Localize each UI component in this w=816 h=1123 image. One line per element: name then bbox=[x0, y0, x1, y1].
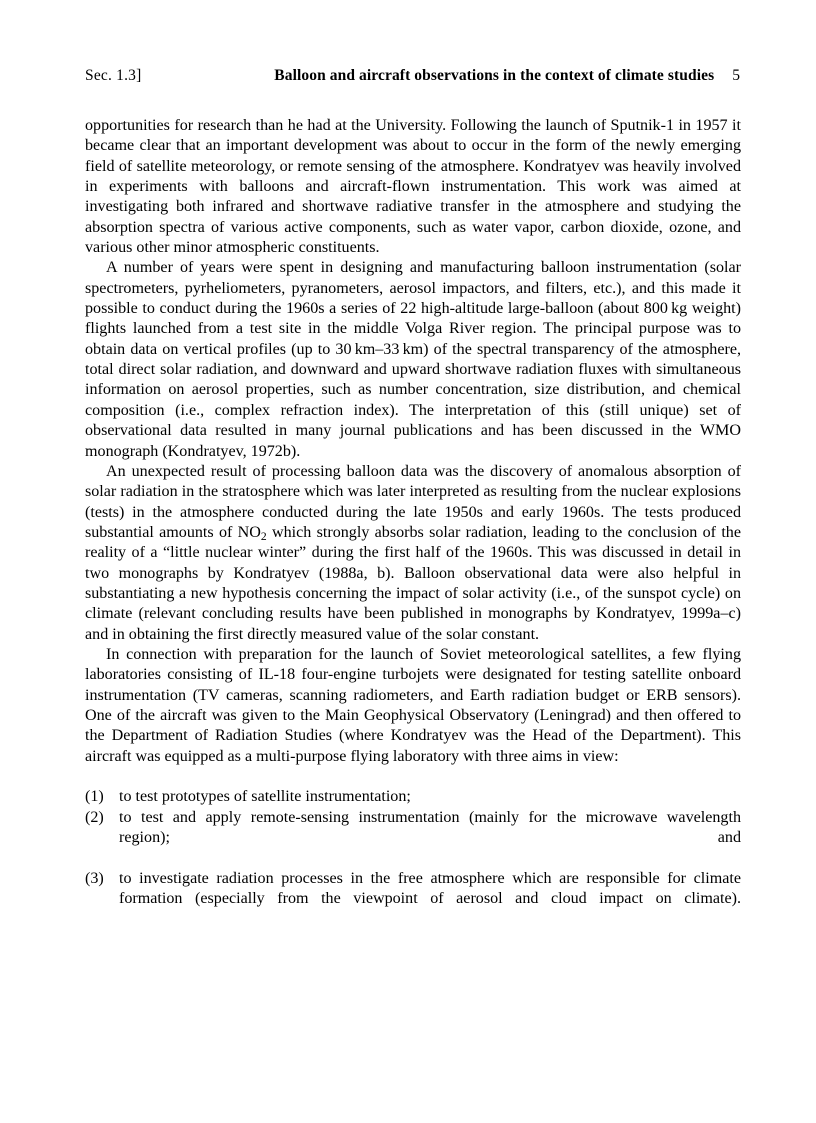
list-item-text: to investigate radiation processes in the free atmosphere which are responsible for climate formation (especially from the viewpoint of aerosol and cloud impact on climate). bbox=[119, 869, 741, 908]
no2-subscript: 2 bbox=[260, 529, 267, 543]
paragraph-2 bbox=[85, 258, 741, 461]
paragraph-2-part-2: kg weight) flights launched from a test site in the middle Volga River region. The principal purpose was to obtain data on vertical profiles (up to 30 bbox=[85, 300, 742, 358]
body-text-column bbox=[85, 116, 741, 930]
paragraph-3-text-before-subscript: An unexpected result of processing balloon data was the discovery of anomalous absorption of solar radiation in the stratosphere which was later interpreted as resulting from the nuclear explosions (tests) in the atmosphere conducted during the late 1950s and early 1960s. The tests produced substantial amounts of NO bbox=[85, 462, 741, 541]
list-item-text: to test and apply remote-sensing instrumentation (mainly for the microwave wavelength region); and bbox=[119, 808, 741, 847]
list-item bbox=[85, 869, 741, 930]
running-head-section-label: Sec. 1.3] bbox=[85, 67, 142, 84]
paragraph-1: opportunities for research than he had at the University. Following the launch of Sputnik-1 in 1957 it became clear that an important development was about to occur in the form of the newly emerging field of satellite meteorology, or remote sensing of the atmosphere. Kondratyev was heavily involved in experiments with balloons and aircraft-flown instrumentation. This work was aimed at investigating both infrared and shortwave radiative transfer in the atmosphere and studying the absorption spectra of various active components, such as water vapor, carbon dioxide, ozone, and various other minor atmospheric constituents. bbox=[85, 117, 741, 257]
list-item-marker: (2) bbox=[85, 808, 104, 826]
paragraph-4: In connection with preparation for the launch of Soviet meteorological satellites, a few flying laboratories consisting of IL-18 four-engine turbojets were designated for testing satellite onboard instrumentation (TV cameras, scanning radiometers, and Earth radiation budget or ERB sensors). One of the aircraft was given to the Main Geophysical Observatory (Leningrad) and then offered to the Department of Radiation Studies (where Kondratyev was the Head of the Department). This aircraft was equipped as a multi-purpose flying laboratory with three aims in view: bbox=[85, 645, 741, 765]
paragraph-2-part-1: A number of years were spent in designing and manufacturing balloon instrumentation (solar spectrometers, pyrheliometers, pyranometers, aerosol impactors, and filters, etc.), and this made it possible to conduct during the 1960s a series of 22 high-altitude large-balloon (about 800 bbox=[85, 259, 741, 318]
paragraph-3 bbox=[85, 462, 741, 645]
list-item-marker: (1) bbox=[85, 788, 104, 806]
list-item-text: to test prototypes of satellite instrumentation; bbox=[119, 788, 411, 806]
aims-numbered-list bbox=[85, 787, 741, 929]
running-head bbox=[85, 66, 740, 88]
list-item bbox=[85, 808, 741, 869]
running-head-title: Balloon and aircraft observations in the context of climate studies bbox=[274, 67, 715, 84]
paragraph-2-part-4: km) of the spectral transparency of the atmosphere, total direct solar radiation, and downward and upward shortwave radiation fluxes with simultaneous information on aerosol properties, such as number concentration, size distribution, and chemical composition (i.e., complex refraction index). The interpretation of this (still unique) set of observational data resulted in many journal publications and has been discussed in the WMO monograph (Kondratyev, 1972b). bbox=[85, 340, 742, 460]
list-item-marker: (3) bbox=[85, 869, 104, 887]
paragraph-3-text-after-subscript: which strongly absorbs solar radiation, leading to the conclusion of the reality of a “little nuclear winter” during the first half of the 1960s. This was discussed in detail in two monographs by Kondratyev (1988a, b). Balloon observational data were also helpful in substantiating a new hypothesis concerning the impact of solar activity (i.e., of the sunspot cycle) on climate (relevant concluding results have been published in monographs by Kondratyev, 1999a–c) and in obtaining the first directly measured value of the solar constant. bbox=[85, 523, 741, 643]
page-number: 5 bbox=[732, 67, 740, 84]
list-item bbox=[85, 787, 741, 807]
paragraph-2-part-3: km–33 bbox=[354, 340, 400, 358]
